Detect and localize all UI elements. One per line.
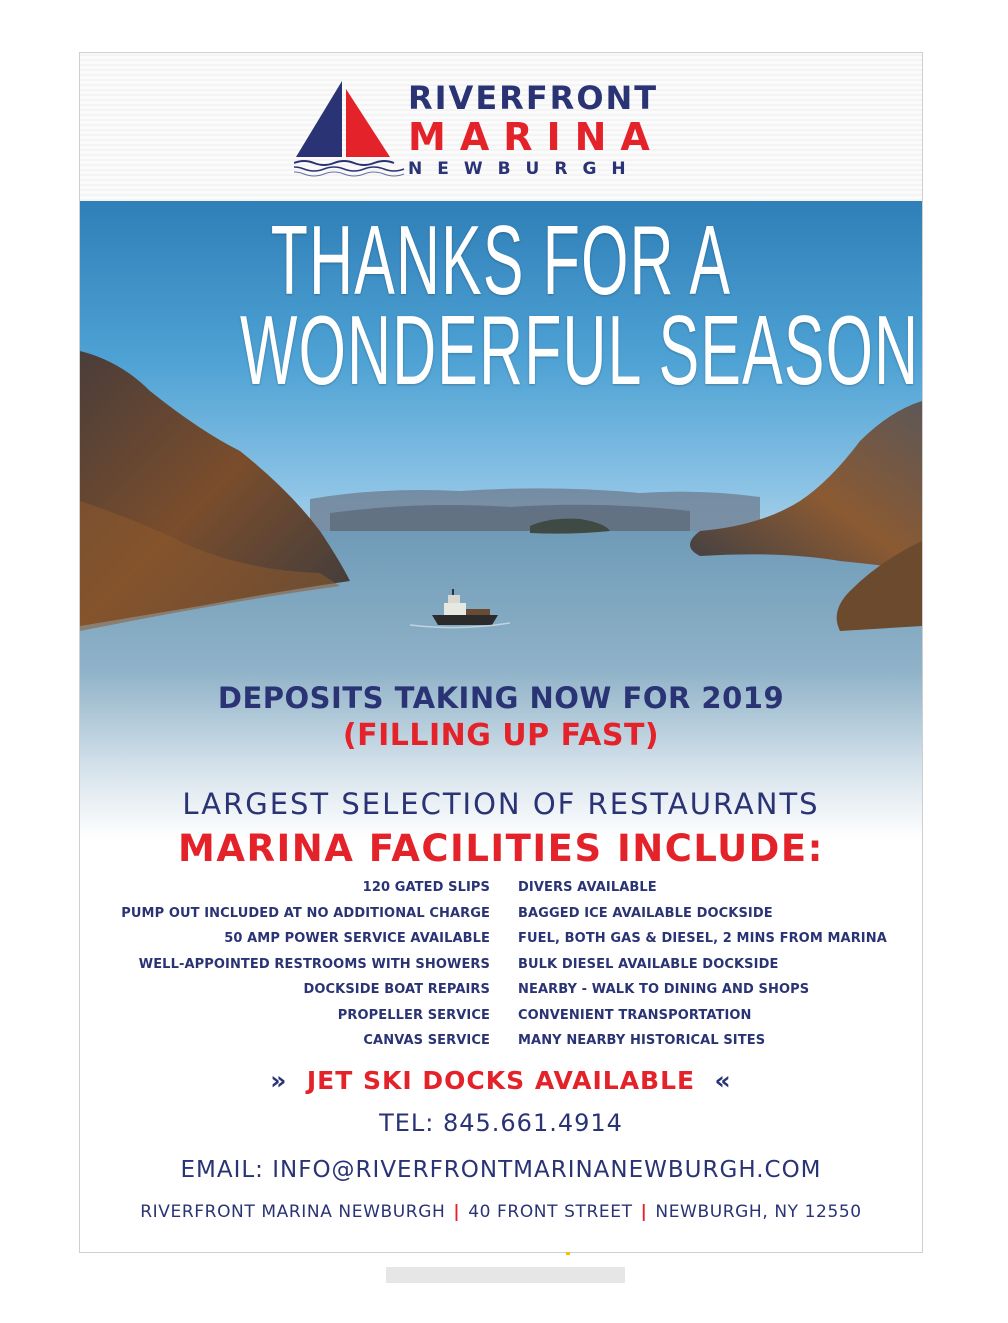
list-item: DIVERS AVAILABLE bbox=[518, 880, 657, 895]
filling-up-fast: (FILLING UP FAST) bbox=[342, 718, 660, 753]
decorative-dot bbox=[566, 1252, 570, 1255]
marina-logo bbox=[294, 75, 674, 185]
list-item: CONVENIENT TRANSPORTATION bbox=[518, 1007, 752, 1023]
list-item: MANY NEARBY HISTORICAL SITES bbox=[518, 1033, 766, 1048]
deposits-heading: DEPOSITS TAKING NOW FOR 2019 bbox=[217, 681, 785, 715]
headline bbox=[239, 205, 920, 405]
guillemet-close: « bbox=[714, 1066, 732, 1095]
sailboat-icon bbox=[294, 75, 406, 185]
headline-line-1: THANKS FOR A bbox=[270, 205, 732, 315]
address-separator: | bbox=[640, 1202, 648, 1222]
guillemet-open: » bbox=[270, 1066, 288, 1095]
largest-selection-heading: LARGEST SELECTION OF RESTAURANTS bbox=[182, 787, 820, 821]
facilities-list-right bbox=[518, 879, 918, 1058]
logo-band bbox=[80, 53, 922, 201]
list-item: 120 GATED SLIPS bbox=[362, 880, 490, 895]
facilities-heading: MARINA FACILITIES INCLUDE: bbox=[178, 827, 824, 870]
list-item: BULK DIESEL AVAILABLE DOCKSIDE bbox=[518, 956, 779, 972]
footer-placeholder-bar bbox=[386, 1267, 625, 1283]
address-line bbox=[80, 1202, 922, 1222]
address-business-name: RIVERFRONT MARINA NEWBURGH bbox=[140, 1202, 446, 1222]
logo-line-riverfront: RIVERFRONT bbox=[408, 79, 659, 117]
email-address: EMAIL: INFO@RIVERFRONTMARINANEWBURGH.COM bbox=[180, 1157, 822, 1183]
list-item: DOCKSIDE BOAT REPAIRS bbox=[303, 982, 490, 997]
facilities-list-left bbox=[80, 879, 490, 1058]
logo-line-marina: MARINA bbox=[408, 115, 664, 159]
list-item: 50 AMP POWER SERVICE AVAILABLE bbox=[224, 931, 490, 946]
jet-ski-docks-text: JET SKI DOCKS AVAILABLE bbox=[306, 1066, 696, 1095]
address-separator: | bbox=[453, 1202, 461, 1222]
list-item: WELL-APPOINTED RESTROOMS WITH SHOWERS bbox=[138, 956, 490, 972]
marina-advertisement bbox=[79, 52, 923, 1253]
list-item: BAGGED ICE AVAILABLE DOCKSIDE bbox=[518, 905, 773, 921]
list-item: FUEL, BOTH GAS & DIESEL, 2 MINS FROM MARINA bbox=[518, 931, 887, 946]
address-street: 40 FRONT STREET bbox=[468, 1202, 633, 1222]
list-item: PROPELLER SERVICE bbox=[337, 1007, 490, 1023]
jet-ski-docks-line bbox=[80, 1066, 922, 1095]
list-item: PUMP OUT INCLUDED AT NO ADDITIONAL CHARGE bbox=[121, 905, 490, 921]
headline-line-2: WONDERFUL SEASON bbox=[239, 295, 920, 405]
logo-line-newburgh: NEWBURGH bbox=[408, 159, 641, 179]
phone-number: TEL: 845.661.4914 bbox=[379, 1109, 623, 1137]
list-item: CANVAS SERVICE bbox=[363, 1033, 490, 1048]
list-item: NEARBY - WALK TO DINING AND SHOPS bbox=[518, 982, 810, 997]
address-city: NEWBURGH, NY 12550 bbox=[655, 1202, 862, 1222]
